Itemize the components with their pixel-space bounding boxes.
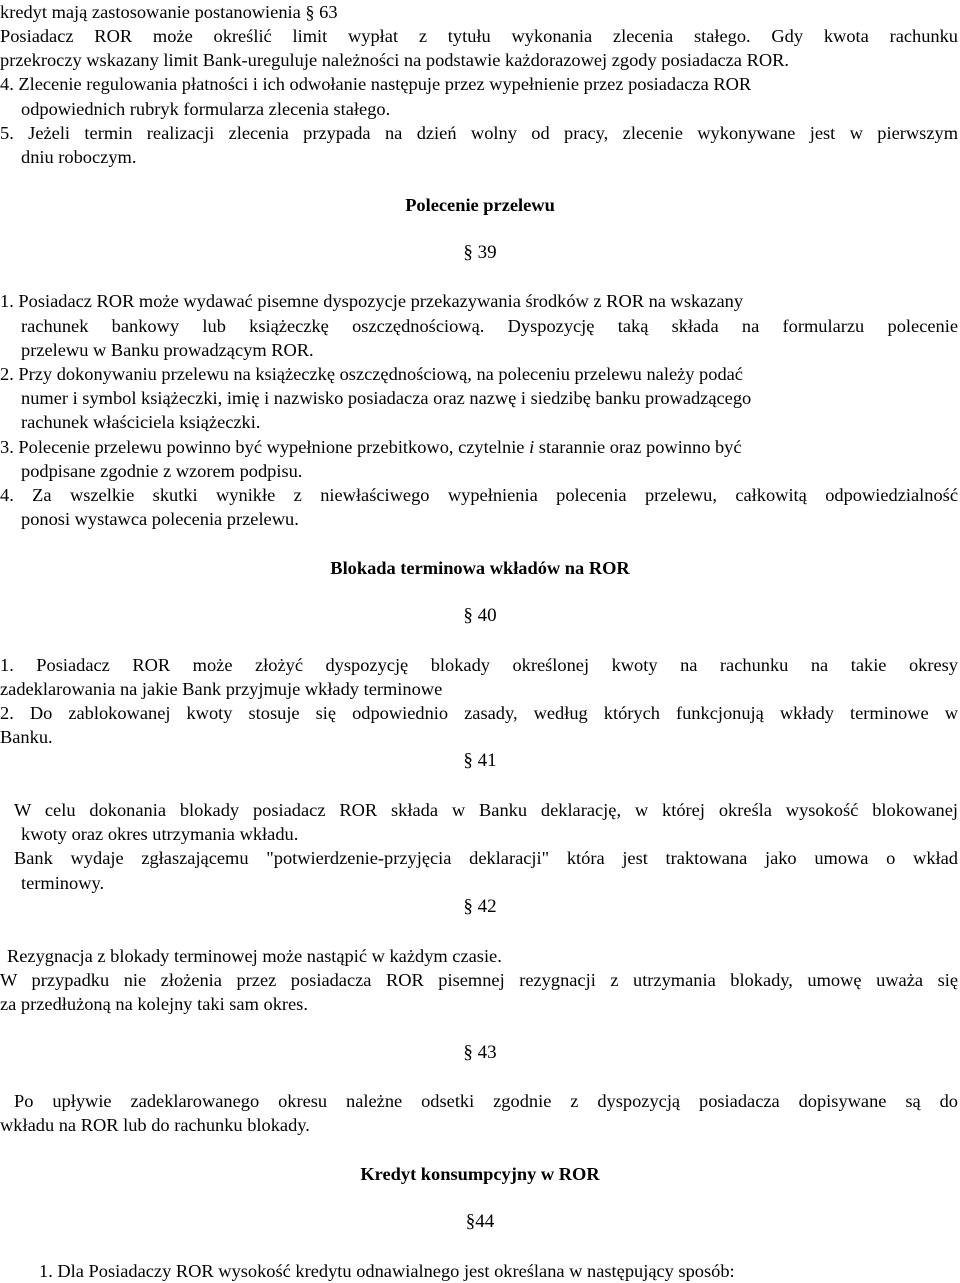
section-number: § 41	[463, 750, 497, 771]
text-line: Po upływie zadeklarowanego okresu należne odsetki zgodnie z dyspozycją posiadacza dopisywane są do	[14, 1091, 958, 1111]
text-line: rachunek właściciela książeczki.	[21, 412, 261, 432]
section-heading: Blokada terminowa wkładów na ROR	[330, 558, 630, 578]
text-line: kwoty oraz okres utrzymania wkładu.	[21, 824, 299, 844]
text-line: Rezygnacja z blokady terminowej może nastąpić w każdym czasie.	[7, 946, 502, 966]
section-number: § 39	[463, 242, 497, 263]
text-line: Banku.	[0, 727, 53, 747]
text-line: wkładu na ROR lub do rachunku blokady.	[0, 1115, 310, 1135]
text-line: za przedłużoną na kolejny taki sam okres.	[0, 994, 308, 1014]
text-line: 4. Za wszelkie skutki wynikłe z niewłaściwego wypełnienia polecenia przelewu, całkowitą odpowiedzialność	[0, 485, 958, 505]
text-line: 1. Dla Posiadaczy ROR wysokość kredytu odnawialnego jest określana w następujący sposób:	[39, 1261, 735, 1281]
text-line: terminowy.	[21, 873, 105, 893]
text-line: 4. Zlecenie regulowania płatności i ich odwołanie następuje przez wypełnienie przez posiadacza ROR	[0, 74, 752, 94]
text-line: 2. Przy dokonywaniu przelewu na książeczkę oszczędnościową, na poleceniu przelewu należy podać	[0, 364, 743, 384]
text-line: przelewu w Banku prowadzącym ROR.	[21, 340, 314, 360]
text-line: podpisane zgodnie z wzorem podpisu.	[21, 461, 303, 481]
text-line: 1. Posiadacz ROR może wydawać pisemne dyspozycje przekazywania środków z ROR na wskazany	[0, 291, 744, 311]
text-line: odpowiednich rubryk formularza zlecenia stałego.	[21, 99, 391, 119]
section-number: §44	[465, 1211, 495, 1232]
text-line: ponosi wystawca polecenia przelewu.	[21, 509, 299, 529]
text-line: numer i symbol książeczki, imię i nazwisko posiadacza oraz nazwę i siedzibę banku prowadzącego	[21, 388, 752, 408]
text-line: 2. Do zablokowanej kwoty stosuje się odpowiednio zasady, według których funkcjonują wkłady terminowe w	[0, 703, 958, 723]
section-number: § 42	[463, 896, 497, 917]
section-number: § 40	[463, 605, 497, 626]
section-heading: Kredyt konsumpcyjny w ROR	[360, 1164, 600, 1184]
text-line: 3. Polecenie przelewu powinno być wypełnione przebitkowo, czytelnie i starannie oraz powinno być	[0, 437, 742, 457]
text-line: zadeklarowania na jakie Bank przyjmuje wkłady terminowe	[0, 679, 443, 699]
text-line: kredyt mają zastosowanie postanowienia § 63	[0, 2, 338, 22]
text-line: dniu roboczym.	[21, 147, 137, 167]
text-line: Bank wydaje zgłaszającemu "potwierdzenie-przyjęcia deklaracji" która jest traktowana jako umowa o wkład	[14, 848, 958, 868]
text-line: Posiadacz ROR może określić limit wypłat z tytułu wykonania zlecenia stałego. Gdy kwota rachunku	[0, 26, 958, 46]
section-heading: Polecenie przelewu	[405, 195, 555, 215]
text-line: rachunek bankowy lub książeczkę oszczędnościową. Dyspozycję taką składa na formularzu polecenie	[21, 316, 958, 336]
text-line: W celu dokonania blokady posiadacz ROR składa w Banku deklarację, w której określa wysokość blokowanej	[14, 800, 958, 820]
text-line: W przypadku nie złożenia przez posiadacza ROR pisemnej rezygnacji z utrzymania blokady, umowę uważa się	[0, 970, 958, 990]
text-line: 1. Posiadacz ROR może złożyć dyspozycję blokady określonej kwoty na rachunku na takie okresy	[0, 655, 958, 675]
text-line: przekroczy wskazany limit Bank-ureguluje należności na podstawie każdorazowej zgody posiadacza ROR.	[0, 50, 789, 70]
text-line: 5. Jeżeli termin realizacji zlecenia przypada na dzień wolny od pracy, zlecenie wykonywane jest w pierwszym	[0, 123, 958, 143]
section-number: § 43	[463, 1042, 497, 1063]
